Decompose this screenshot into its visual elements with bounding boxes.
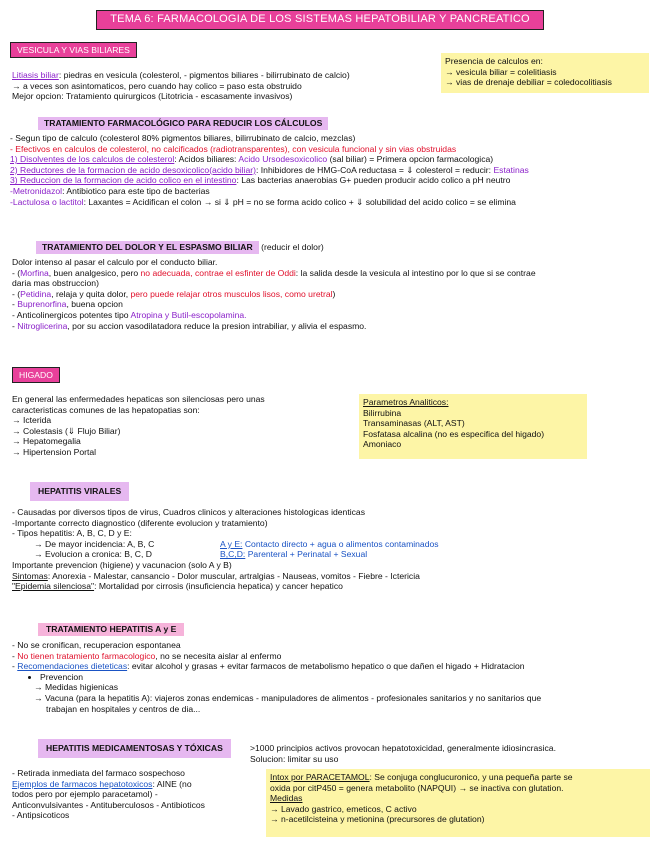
text-line [12, 661, 654, 672]
parametro-item: Fosfatasa alcalina (no es especifica del higado) [363, 428, 545, 439]
text-line [10, 175, 650, 186]
text-line: En general las enfermedades hepaticas son silenciosas pero unas [12, 394, 265, 404]
hepatitis-virales-block [12, 507, 652, 592]
text-line: - Tipos hepatitis: A, B, C, D y E: [12, 528, 132, 539]
subheading-hepatitis-medicamentosas: HEPATITIS MEDICAMENTOSAS Y TÓXICAS [38, 739, 231, 758]
transmission-ae [220, 539, 439, 550]
drug-name: -Metronidazol [10, 185, 63, 196]
text-line: → Medidas higienicas [34, 682, 119, 693]
medida-item: → Lavado gastrico, emeticos, C activo [270, 803, 417, 814]
item-text: : evitar alcohol y grasas + evitar farmacos de metabolismo hepatico o que dañen el higado + Hidratacion [127, 661, 525, 672]
text-line [12, 539, 652, 550]
subheading-tratamiento-dolor-row [36, 241, 324, 254]
item-text: Contacto directo + agua o alimentos contaminados [242, 538, 439, 549]
paracetamol-box [266, 769, 650, 837]
tratamiento-farmacologico-block [10, 133, 650, 207]
drug-name: Atropina y Butil-escopolamina. [130, 309, 247, 320]
item-text: : Acidos biliares: [174, 154, 239, 165]
text-line [12, 571, 652, 582]
tratamiento-dolor-block [12, 257, 652, 331]
item-term: Intox por PARACETAMOL [270, 772, 370, 782]
item-term: 1) Disolventes de los calculos de colesterol [10, 154, 175, 165]
item-text: (sal biliar) = Primera opcion farmacologica) [327, 154, 494, 165]
item-term: Ejemplos de farmacos hepatotoxicos [12, 778, 153, 789]
text-line: Importante prevencion (higiene) y vacunacion (solo A y B) [12, 559, 232, 570]
item-text: , por su accion vasodilatadora reduce la presion intrabiliar, y alivia el espasmo. [67, 320, 367, 331]
drug-name: Petidina [20, 288, 52, 299]
item-text: : Antibiotico para este tipo de bacterias [62, 185, 210, 196]
parametro-item: Transaminasas (ALT, AST) [363, 418, 465, 429]
text-line: - Retirada inmediata del farmaco sospechoso [12, 768, 185, 778]
item-text: - [12, 650, 18, 661]
drug-name: Buprenorfina [17, 299, 67, 310]
text-line: - Segun tipo de calculo (colesterol 80% pigmentos biliares, bilirrubinato de calcio, mezclas) [10, 133, 356, 143]
item-text: - ( [12, 288, 21, 299]
subheading-tratamiento-farmacologico: TRATAMIENTO FARMACOLÓGICO PARA REDUCIR LOS CÁLCULOS [38, 117, 328, 130]
prevencion-list [12, 672, 654, 683]
text-line [12, 651, 654, 662]
item-text: → Evolucion a cronica: B, C, D [34, 549, 152, 560]
subheading-suffix: (reducir el dolor) [258, 242, 324, 252]
medidas-label: Medidas [270, 793, 303, 804]
medida-item: → n-acetilcisteina y metionina (precursores de glutation) [270, 814, 485, 825]
parametros-title: Parametros Analiticos: [363, 397, 449, 407]
warning-text: pero puede relajar otros musculos lisos, como uretral [130, 288, 333, 299]
item-text: - [12, 320, 18, 331]
text-line: daria mas obstruccion) [12, 278, 99, 289]
text-line: >1000 principios activos provocan hepatotoxicidad, generalmente idiosincrasica. [250, 743, 556, 753]
hepatotoxicidad-desc [250, 743, 650, 764]
drug-name: Estatinas [493, 164, 529, 175]
item-term: Sintomas [12, 570, 48, 581]
item-text: - Anticolinergicos potentes tipo [12, 309, 131, 320]
text-line: trabajan en hospitales y centros de dia... [46, 703, 201, 714]
subheading-tratamiento-hepatitis: TRATAMIENTO HEPATITIS A y E [38, 623, 184, 636]
text-line [12, 779, 262, 790]
hepatitis-medicamentosas-block [12, 768, 262, 821]
text-line: Dolor intenso al pasar el calculo por el conducto biliar. [12, 257, 218, 267]
tratamiento-hepatitis-block [12, 640, 654, 714]
item-text: - ( [12, 267, 21, 278]
hepatopatia-item: → Icterida [12, 415, 52, 426]
transmission-bcd [220, 549, 367, 560]
text-line: → Vacuna (para la hepatitis A): viajeros zonas endemicas - manipuladores de alimentos - profesionales sanitarios y no sanitarios que [34, 692, 542, 703]
item-text: , buen analgesico, pero [48, 267, 141, 278]
item-text: : Mortalidad por cirrosis (insuficiencia hepatica) y cancer hepatico [94, 581, 343, 592]
item-term: Recomendaciones dieteticas [17, 661, 128, 672]
text-line [12, 321, 652, 332]
item-term: "Epidemia silenciosa" [12, 581, 95, 592]
item-text: → De mayor incidencia: A, B, C [34, 538, 155, 549]
litiasis-definition [12, 70, 432, 81]
item-text: ) [332, 288, 336, 299]
warning-text: No tienen tratamiento farmacologico [17, 650, 156, 661]
text-line [12, 581, 652, 592]
item-text: - [12, 661, 18, 672]
hepatopatia-item: → Colestasis (⇓ Flujo Biliar) [12, 425, 121, 436]
text-line: - Efectivos en calculos de colesterol, no calcificados (radiotransparentes), con vesicula funcional y sin vias obstruidas [10, 143, 457, 154]
item-text: : Las bacterias anaerobias G+ pueden producir acido colico a pH neutro [236, 175, 511, 186]
text-line: caracteristicas comunes de las hepatopatias son: [12, 404, 200, 415]
item-text: , buena opcion [66, 299, 123, 310]
text-line [12, 310, 652, 321]
hepatopatia-item: → Hipertension Portal [12, 446, 97, 457]
item-term: 2) Reductores de la formacion de acido desoxicolico(acido biliar) [10, 164, 257, 175]
hepatopatia-item: → Hepatomegalia [12, 436, 81, 447]
text-line: - No se cronifican, recuperacion espontanea [12, 640, 181, 650]
item-term: 3) Reduccion de la formacion de acido colico en el intestino [10, 175, 237, 186]
subheading-hepatitis-virales: HEPATITIS VIRALES [30, 482, 129, 501]
text-line [10, 154, 650, 165]
text-line [12, 289, 652, 300]
item-text: : Se conjuga conglucuronico, y una pequeña parte se [369, 772, 573, 782]
item-text: : Anorexia - Malestar, cansancio - Dolor muscular, artralgias - Nauseas, vomitos - Fiebre - Ictericia [47, 570, 420, 581]
item-text: : Inhibidores de HMG-CoA reductasa = ⇓ colesterol = reducir: [256, 164, 494, 175]
prevencion-item: • Prevencion [40, 672, 654, 683]
subheading-tratamiento-dolor: TRATAMIENTO DEL DOLOR Y EL ESPASMO BILIAR [36, 241, 259, 254]
item-text: : AINE (no [152, 778, 192, 789]
drug-name: -Lactulosa o lactitol [10, 196, 84, 207]
parametros-analiticos-box [359, 394, 587, 459]
litiasis-def-text: : piedras en vesicula (colesterol, - pigmentos biliares - bilirrubinato de calcio) [58, 70, 350, 80]
litiasis-line: Mejor opcion: Tratamiento quirurgicos (Litotricia - escasamente invasivos) [12, 91, 293, 102]
litiasis-line: → a veces son asintomaticos, pero cuando hay colico = paso esta obstruido [12, 80, 302, 91]
calculos-box-line: → vias de drenaje debiliar = coledocolitiasis [445, 77, 612, 88]
drug-name: Acido Ursodesoxicolico [238, 154, 328, 165]
text-line [12, 549, 652, 560]
text-line: - Antipsicoticos [12, 810, 70, 821]
text-line [270, 772, 646, 783]
item-term: B,C,D: [220, 549, 246, 560]
parametro-item: Amoniaco [363, 439, 402, 450]
item-text: , relaja y quita dolor, [51, 288, 131, 299]
calculos-info-box [441, 53, 649, 93]
calculos-box-line: → vesicula biliar = colelitiasis [445, 66, 557, 77]
text-line [10, 186, 650, 197]
item-text: - [12, 299, 18, 310]
text-line: - Causadas por diversos tipos de virus, Cuadros clinicos y alteraciones histologicas identicas [12, 507, 365, 517]
item-term: A y E: [220, 538, 243, 549]
text-line: oxida por citP450 = genera metabolito (NAPQUI) → se inactiva con glutation. [270, 782, 564, 793]
higado-intro-block [12, 394, 352, 458]
drug-name: Morfina [20, 267, 49, 278]
item-text: , no se necesita aislar al enfermo [155, 650, 282, 661]
calculos-box-title: Presencia de calculos en: [445, 56, 543, 66]
text-line: Anticonvulsivantes - Antituberculosos - Antibioticos [12, 799, 205, 810]
page-title: TEMA 6: FARMACOLOGIA DE LOS SISTEMAS HEPATOBILIAR Y PANCREATICO [96, 10, 544, 30]
item-text: : la salida desde la vesicula al intestino por lo que si se contrae [295, 267, 536, 278]
litiasis-block [12, 70, 432, 102]
section-heading-vesicula: VESICULA Y VIAS BILIARES [10, 42, 137, 58]
drug-name: Nitroglicerina [17, 320, 68, 331]
litiasis-term: Litiasis biliar [12, 70, 59, 80]
text-line [12, 268, 652, 279]
text-line [12, 299, 652, 310]
text-line: -Importante correcto diagnostico (diferente evolucion y tratamiento) [12, 517, 268, 528]
item-text: : Laxantes = Acidifican el colon → si ⇓ pH = no se forma acido colico + ⇓ solubilidad del acido colico = se elimina [83, 196, 516, 207]
text-line [10, 165, 650, 176]
text-line [10, 197, 650, 208]
section-heading-higado: HIGADO [12, 367, 60, 383]
text-line: todos pero por ejemplo paracetamol) - [12, 789, 158, 800]
text-line: Solucion: limitar su uso [250, 753, 339, 764]
parametro-item: Bilirrubina [363, 407, 402, 418]
item-text: Parenteral + Perinatal + Sexual [245, 549, 368, 560]
warning-text: no adecuada, contrae el esfinter de Oddi [140, 267, 296, 278]
